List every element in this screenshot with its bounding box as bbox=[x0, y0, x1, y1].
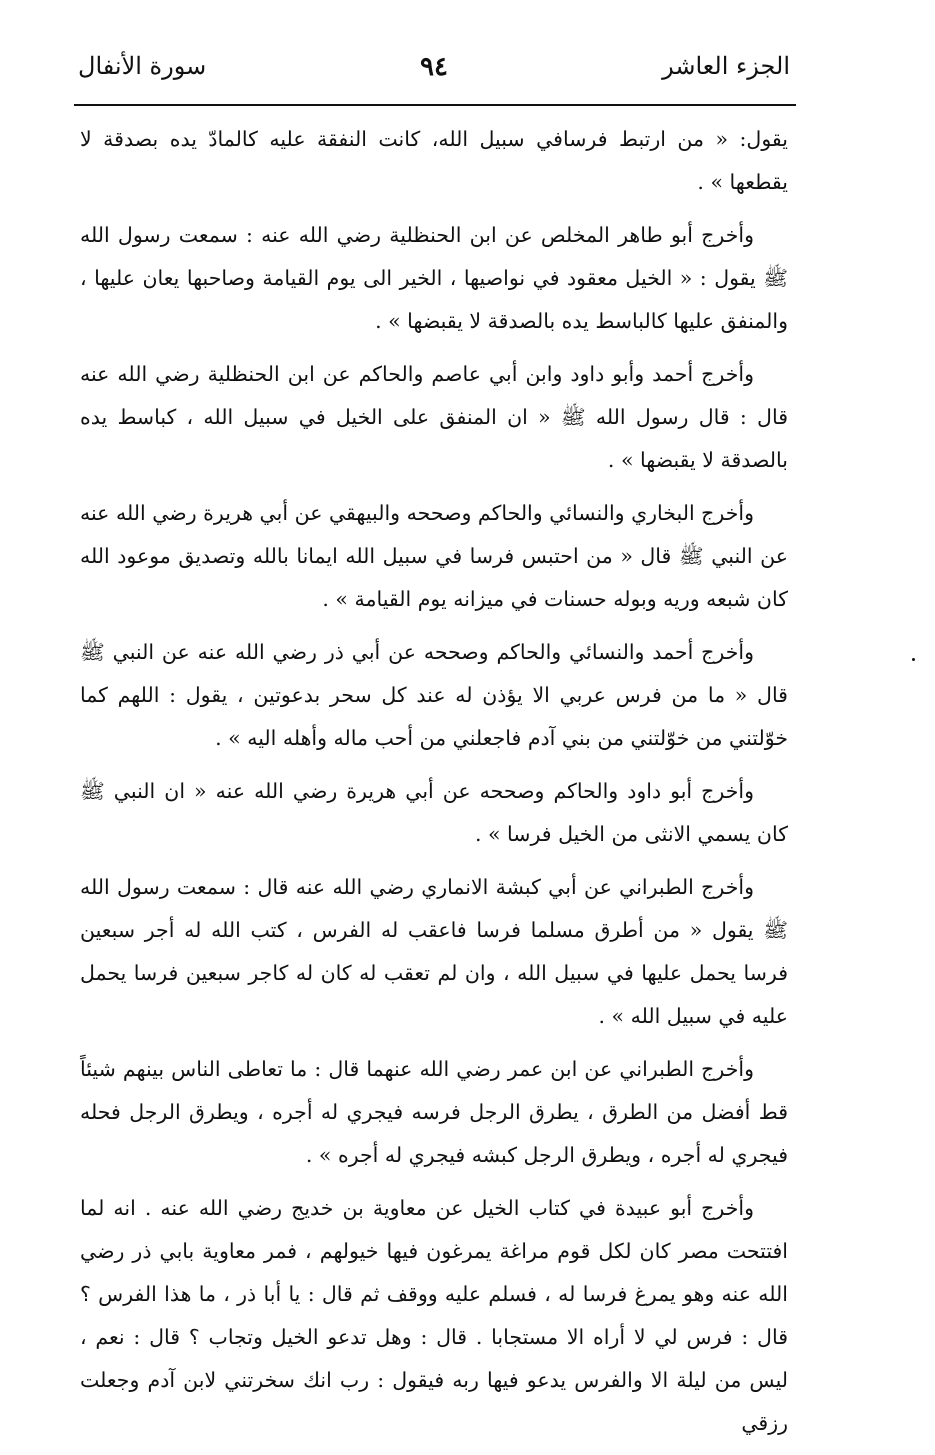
scan-speck bbox=[912, 658, 915, 661]
page-header bbox=[78, 52, 790, 92]
paragraph-4: وأخرج البخاري والنسائي والحاكم وصححه والبيهقي عن أبي هريرة رضي الله عنه عن النبي ﷺ قال « من احتبس فرسا في سبيل الله ايمانا بالله وتصديق موعود الله كان شبعه وريه وبوله حسنات في ميزانه يوم القيامة » . bbox=[80, 501, 788, 611]
page-number: ٩٤ bbox=[420, 52, 448, 82]
juz-label: الجزء العاشر bbox=[662, 52, 790, 80]
paragraph-3: وأخرج أحمد وأبو داود وابن أبي عاصم والحاكم عن ابن الحنظلية رضي الله عنه قال : قال رسول الله ﷺ « ان المنفق على الخيل في سبيل الله ، كباسط يده بالصدقة لا يقبضها » . bbox=[80, 362, 788, 472]
surah-label: سورة الأنفال bbox=[78, 52, 207, 80]
paragraph-1: يقول: « من ارتبط فرسافي سبيل الله، كانت النفقة عليه كالمادّ يده بصدقة لا يقطعها » . bbox=[80, 127, 788, 194]
paragraph-5: وأخرج أحمد والنسائي والحاكم وصححه عن أبي ذر رضي الله عنه عن النبي ﷺ قال « ما من فرس عربي الا يؤذن له عند كل سحر بدعوتين ، يقول : اللهم كما خوّلتني من خوّلتني من بني آدم فاجعلني من أحب ماله وأهله اليه » . bbox=[80, 640, 788, 750]
paragraph-6: وأخرج أبو داود والحاكم وصححه عن أبي هريرة رضي الله عنه « ان النبي ﷺ كان يسمي الانثى من الخيل فرسا » . bbox=[80, 779, 788, 846]
page-body bbox=[80, 118, 788, 1455]
header-rule bbox=[74, 104, 796, 106]
paragraph-8: وأخرج الطبراني عن ابن عمر رضي الله عنهما قال : ما تعاطى الناس بينهم شيئاً قط أفضل من الطرق ، يطرق الرجل فرسه فيجري له أجره ، ويطرق الرجل فحله فيجري له أجره ، ويطرق الرجل كبشه فيجري له أجره » . bbox=[80, 1057, 788, 1167]
paragraph-2: وأخرج أبو طاهر المخلص عن ابن الحنظلية رضي الله عنه : سمعت رسول الله ﷺ يقول : « الخيل معقود في نواصيها ، الخير الى يوم القيامة وصاحبها يعان عليها ، والمنفق عليها كالباسط يده بالصدقة لا يقبضها » . bbox=[80, 223, 788, 333]
paragraph-7: وأخرج الطبراني عن أبي كبشة الانماري رضي الله عنه قال : سمعت رسول الله ﷺ يقول « من أطرق مسلما فرسا فاعقب له الفرس ، كتب الله له أجر سبعين فرسا يحمل عليها في سبيل الله ، وان لم تعقب له كان له كاجر سبعين فرسا يحمل عليه في سبيل الله » . bbox=[80, 875, 788, 1028]
paragraph-9: وأخرج أبو عبيدة في كتاب الخيل عن معاوية بن خديج رضي الله عنه . انه لما افتتحت مصر كان لكل قوم مراغة يمرغون فيها خيولهم ، فمر معاوية بابي ذر رضي الله عنه وهو يمرغ فرسا له ، فسلم عليه ووقف ثم قال : يا أبا ذر ، ما هذا الفرس ؟ قال : فرس لي لا أراه الا مستجابا . قال : وهل تدعو الخيل وتجاب ؟ قال : نعم ، ليس من ليلة الا والفرس يدعو فيها ربه فيقول : رب انك سخرتني لابن آدم وجعلت رزقي bbox=[80, 1196, 788, 1435]
